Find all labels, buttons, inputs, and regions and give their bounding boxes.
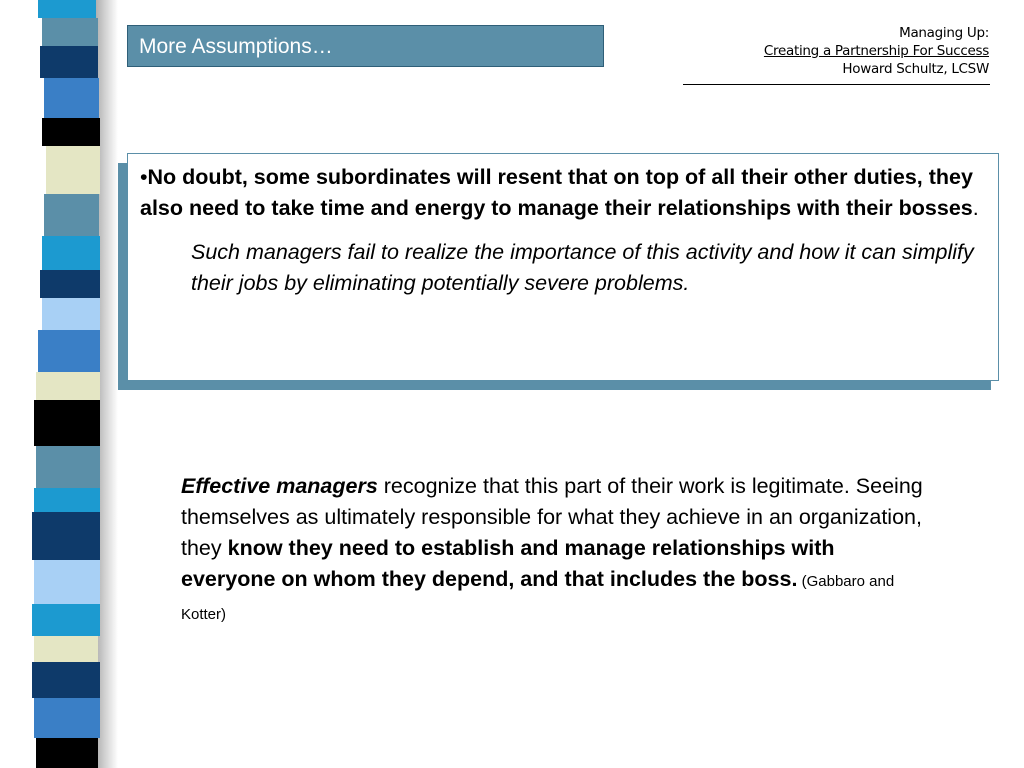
header-line-3: Howard Schultz, LCSW [842,61,989,77]
paragraph-citation: (Gabbaro and Kotter) [181,573,895,623]
bullet-bold-text: No doubt, some subordinates will resent that on top of all their other duties, they also need to take time and energy to manage their relationships with their bosses [140,165,973,220]
quote-paragraph [181,471,926,630]
sub-point: Such managers fail to realize the importance of this activity and how it can simplify their jobs by eliminating potentially severe problems. [191,240,974,295]
header-line-1: Managing Up: [899,25,989,41]
bullet-point [140,162,984,224]
paragraph-lead: Effective managers [181,474,378,498]
paragraph-bold: know they need to establish and manage relationships with everyone on whom they depend, and that includes the boss. [181,536,835,591]
decorative-stripe [32,0,102,768]
bullet-end: . [972,196,979,220]
slide-title: More Assumptions… [127,25,604,67]
slide-header [764,24,989,78]
header-divider [683,84,990,85]
bullet-marker: • [140,165,148,189]
paragraph-text: recognize that this part of their work is legitimate. Seeing themselves as ultimately responsible for what they achieve in an organization, they [181,474,923,560]
content-box [127,153,999,381]
header-line-2: Creating a Partnership For Success [763,43,989,59]
